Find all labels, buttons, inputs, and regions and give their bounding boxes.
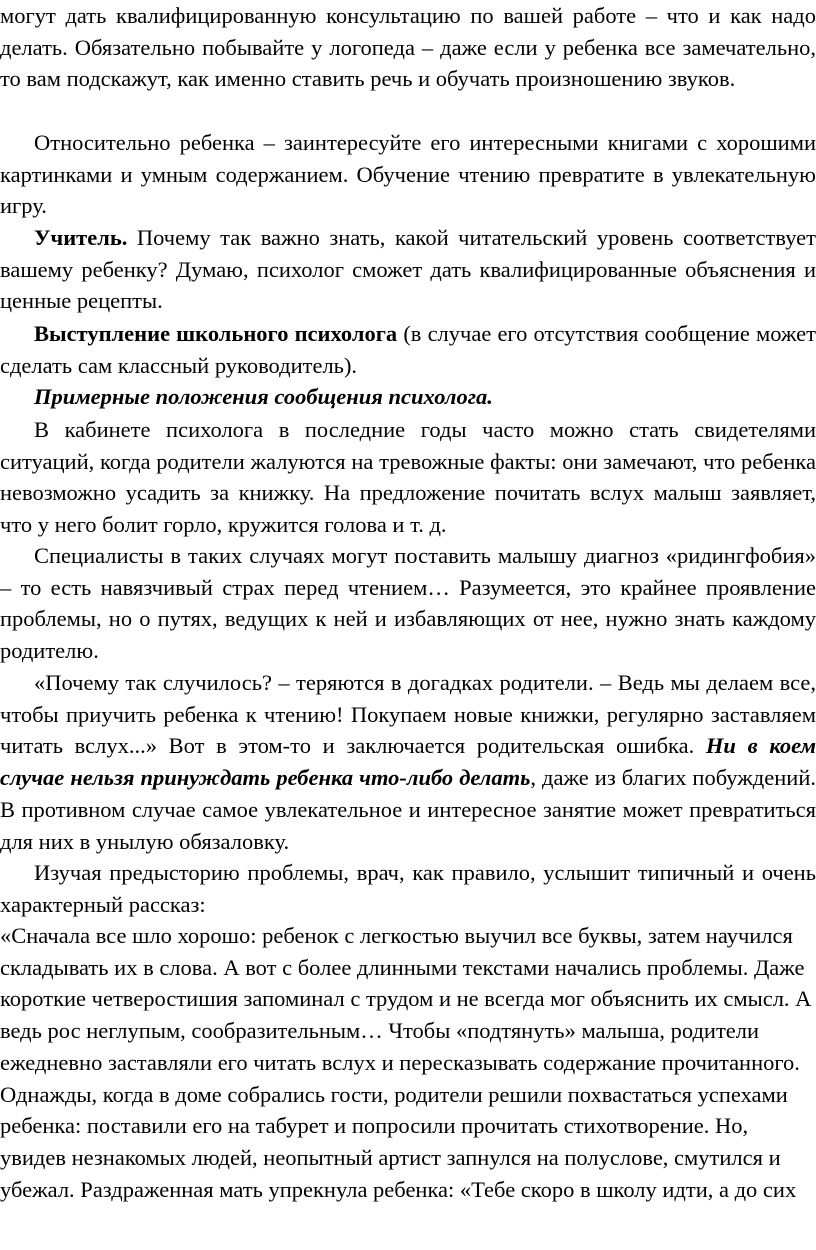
paragraph-story <box>0 920 816 1205</box>
paragraph-text: Изучая предысторию проблемы, врач, как правило, услышит типичный и очень характерный рассказ: <box>0 860 816 917</box>
paragraph-about-child <box>0 127 816 222</box>
paragraph-teacher <box>0 222 816 317</box>
paragraph-text: В кабинете психолога в последние годы часто можно стать свидетелями ситуаций, когда родители жалуются на тревожные факты: они замечают, что ребенка невозможно усадить за книжку. На предложение почитать вслух малыш заявляет, что у него болит горло, кружится голова и т. д. <box>0 417 816 538</box>
emphasis-text: Ни в коем случае нельзя принуждать ребенка что-либо делать <box>0 733 816 791</box>
paragraph-subheading <box>0 381 816 413</box>
paragraph-text-tail: , даже из благих побуждений. В противном случае самое увлекательное и интересное занятие может превратиться для них в унылую обязаловку. <box>0 765 816 854</box>
subheading: Примерные положения сообщения психолога. <box>34 384 493 409</box>
paragraph-text: Почему так важно знать, какой читательский уровень соответствует вашему ребенку? Думаю, психолог сможет дать квалифицированные объяснения и ценные рецепты. <box>0 225 816 314</box>
paragraph-history <box>0 857 816 920</box>
paragraph-text: «Сначала все шло хорошо: ребенок с легкостью выучил все буквы, затем научился складывать их в слова. А вот с более длинными текстами начались проблемы. Даже короткие четверостишия запоминал с трудом и не всегда мог объяснить их смысл. А ведь рос неглупым, сообразительным… Чтобы «подтянуть» малыша, родители ежедневно заставляли его читать вслух и пересказывать содержание прочитанного. Однажды, когда в доме собрались гости, родители решили похвастаться успехами ребенка: поставили его на табурет и попросили прочитать стихотворение. Но, увидев незнакомых людей, неопытный артист запнулся на полуслове, смутился и убежал. Раздраженная мать упрекнула ребенка: «Тебе скоро в школу идти, а до сих <box>0 923 812 1202</box>
paragraph-intro-continuation <box>0 0 816 95</box>
paragraph-office <box>0 414 816 541</box>
section-label: Выступление школьного психолога <box>34 321 398 346</box>
paragraph-psychologist-heading <box>0 318 816 381</box>
paragraph-text: (в случае его отсутствия сообщение может сделать сам классный руководитель). <box>0 321 816 378</box>
speaker-label: Учитель. <box>34 225 128 250</box>
paragraph-text: «Почему так случилось? – теряются в догадках родители. – Ведь мы делаем все, чтобы приучить ребенка к чтению! Покупаем новые книжки, регулярно заставляем читать вслух...» Вот в этом-то и заключается родительская ошибка. <box>0 670 816 759</box>
paragraph-text: Относительно ребенка – заинтересуйте его интересными книгами с хорошими картинками и умным содержанием. Обучение чтению превратите в увлекательную игру. <box>0 130 816 219</box>
paragraph-why <box>0 667 816 857</box>
paragraph-text: могут дать квалифицированную консультацию по вашей работе – что и как надо делать. Обязательно побывайте у логопеда – даже если у ребенка все замечательно, то вам подскажут, как именно ставить речь и обучать произношению звуков. <box>0 3 816 92</box>
paragraph-text: Специалисты в таких случаях могут поставить малышу диагноз «ридингфобия» – то есть навязчивый страх перед чтением… Разумеется, это крайнее проявление проблемы, но о путях, ведущих к ней и избавляющих от нее, нужно знать каждому родителю. <box>0 543 816 664</box>
paragraph-specialists <box>0 540 816 667</box>
